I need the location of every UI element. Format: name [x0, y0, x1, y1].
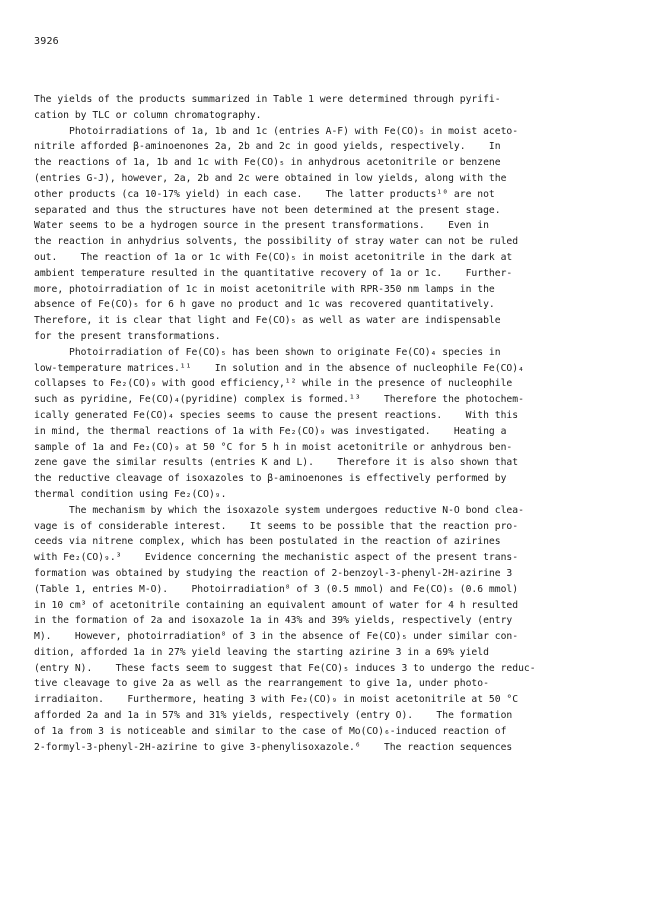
text-line: (Table 1, entries M-O). Photoirradiation⁸ of 3 (0.5 mmol) and Fe(CO)₅ (0.6 mmol)	[34, 583, 519, 595]
text-line: ambient temperature resulted in the quantitative recovery of 1a or 1c. Further-	[34, 267, 513, 279]
text-line: low-temperature matrices.¹¹ In solution and in the absence of nucleophile Fe(CO)₄	[34, 362, 524, 374]
text-line: absence of Fe(CO)₅ for 6 h gave no product and 1c was recovered quantitatively.	[34, 299, 495, 311]
text-line: the reductive cleavage of isoxazoles to β-aminoenones is effectively performed by	[34, 473, 507, 485]
text-line: in the formation of 2a and isoxazole 1a in 43% and 39% yields, respectively (entry	[34, 615, 513, 627]
text-line: other products (ca 10-17% yield) in each case. The latter products¹⁰ are not	[34, 188, 495, 200]
text-line: ically generated Fe(CO)₄ species seems to cause the present reactions. With this	[34, 409, 519, 421]
text-line: with Fe₂(CO)₉.³ Evidence concerning the mechanistic aspect of the present trans-	[34, 552, 519, 564]
text-line: Water seems to be a hydrogen source in the present transformations. Even in	[34, 220, 489, 232]
text-line: (entry N). These facts seem to suggest that Fe(CO)₅ induces 3 to undergo the reduc-	[34, 662, 536, 674]
text-line: (entries G-J), however, 2a, 2b and 2c were obtained in low yields, along with the	[34, 172, 507, 184]
text-line: ceeds via nitrene complex, which has been postulated in the reaction of azirines	[34, 536, 501, 548]
body-text	[34, 92, 646, 755]
text-line: more, photoirradiation of 1c in moist acetonitrile with RPR-350 nm lamps in the	[34, 283, 495, 295]
text-line: nitrile afforded β-aminoenones 2a, 2b and 2c in good yields, respectively. In	[34, 141, 501, 153]
text-line: The yields of the products summarized in Table 1 were determined through pyrifi-	[34, 94, 501, 105]
text-line: zene gave the similar results (entries K and L). Therefore it is also shown that	[34, 457, 519, 469]
page-number: 3926	[34, 36, 59, 47]
text-line: separated and thus the structures have not been determined at the present stage.	[34, 204, 501, 216]
text-line: the reaction in anhydrius solvents, the possibility of stray water can not be ruled	[34, 236, 519, 248]
text-line: afforded 2a and 1a in 57% and 31% yields, respectively (entry O). The formation	[34, 710, 513, 722]
text-line: the reactions of 1a, 1b and 1c with Fe(CO)₅ in anhydrous acetonitrile or benzene	[34, 157, 501, 169]
text-line: Photoirradiations of 1a, 1b and 1c (entries A-F) with Fe(CO)₅ in moist aceto-	[34, 125, 519, 137]
text-line: in mind, the thermal reactions of 1a with Fe₂(CO)₉ was investigated. Heating a	[34, 425, 507, 437]
text-line: tive cleavage to give 2a as well as the rearrangement to give 1a, under photo-	[34, 678, 489, 690]
text-line: collapses to Fe₂(CO)₉ with good efficiency,¹² while in the presence of nucleophile	[34, 378, 513, 390]
text-line: Photoirradiation of Fe(CO)₅ has been shown to originate Fe(CO)₄ species in	[34, 346, 501, 358]
text-line: The mechanism by which the isoxazole system undergoes reductive N-O bond clea-	[34, 504, 524, 516]
text-line: cation by TLC or column chromatography.	[34, 109, 262, 121]
text-line: in 10 cm³ of acetonitrile containing an equivalent amount of water for 4 h resulted	[34, 599, 519, 611]
text-line: M). However, photoirradiation⁸ of 3 in the absence of Fe(CO)₅ under similar con-	[34, 631, 519, 643]
text-line: sample of 1a and Fe₂(CO)₉ at 50 °C for 5 h in moist acetonitrile or anhydrous ben-	[34, 441, 513, 453]
text-line: Therefore, it is clear that light and Fe(CO)₅ as well as water are indispensable	[34, 315, 501, 327]
text-line: such as pyridine, Fe(CO)₄(pyridine) complex is formed.¹³ Therefore the photochem-	[34, 394, 524, 406]
text-line: out. The reaction of 1a or 1c with Fe(CO)₅ in moist acetonitrile in the dark at	[34, 251, 513, 263]
text-line: thermal condition using Fe₂(CO)₉.	[34, 488, 227, 500]
text-line: 2-formyl-3-phenyl-2H-azirine to give 3-phenylisoxazole.⁶ The reaction sequences	[34, 741, 513, 753]
text-line: for the present transformations.	[34, 330, 221, 342]
text-line: formation was obtained by studying the reaction of 2-benzoyl-3-phenyl-2H-azirine 3	[34, 567, 513, 579]
text-line: of 1a from 3 is noticeable and similar to the case of Mo(CO)₆-induced reaction of	[34, 725, 507, 737]
text-line: dition, afforded 1a in 27% yield leaving the starting azirine 3 in a 69% yield	[34, 646, 489, 658]
text-line: vage is of considerable interest. It seems to be possible that the reaction pro-	[34, 520, 519, 532]
text-line: irradiaiton. Furthermore, heating 3 with Fe₂(CO)₉ in moist acetonitrile at 50 °C	[34, 694, 519, 706]
